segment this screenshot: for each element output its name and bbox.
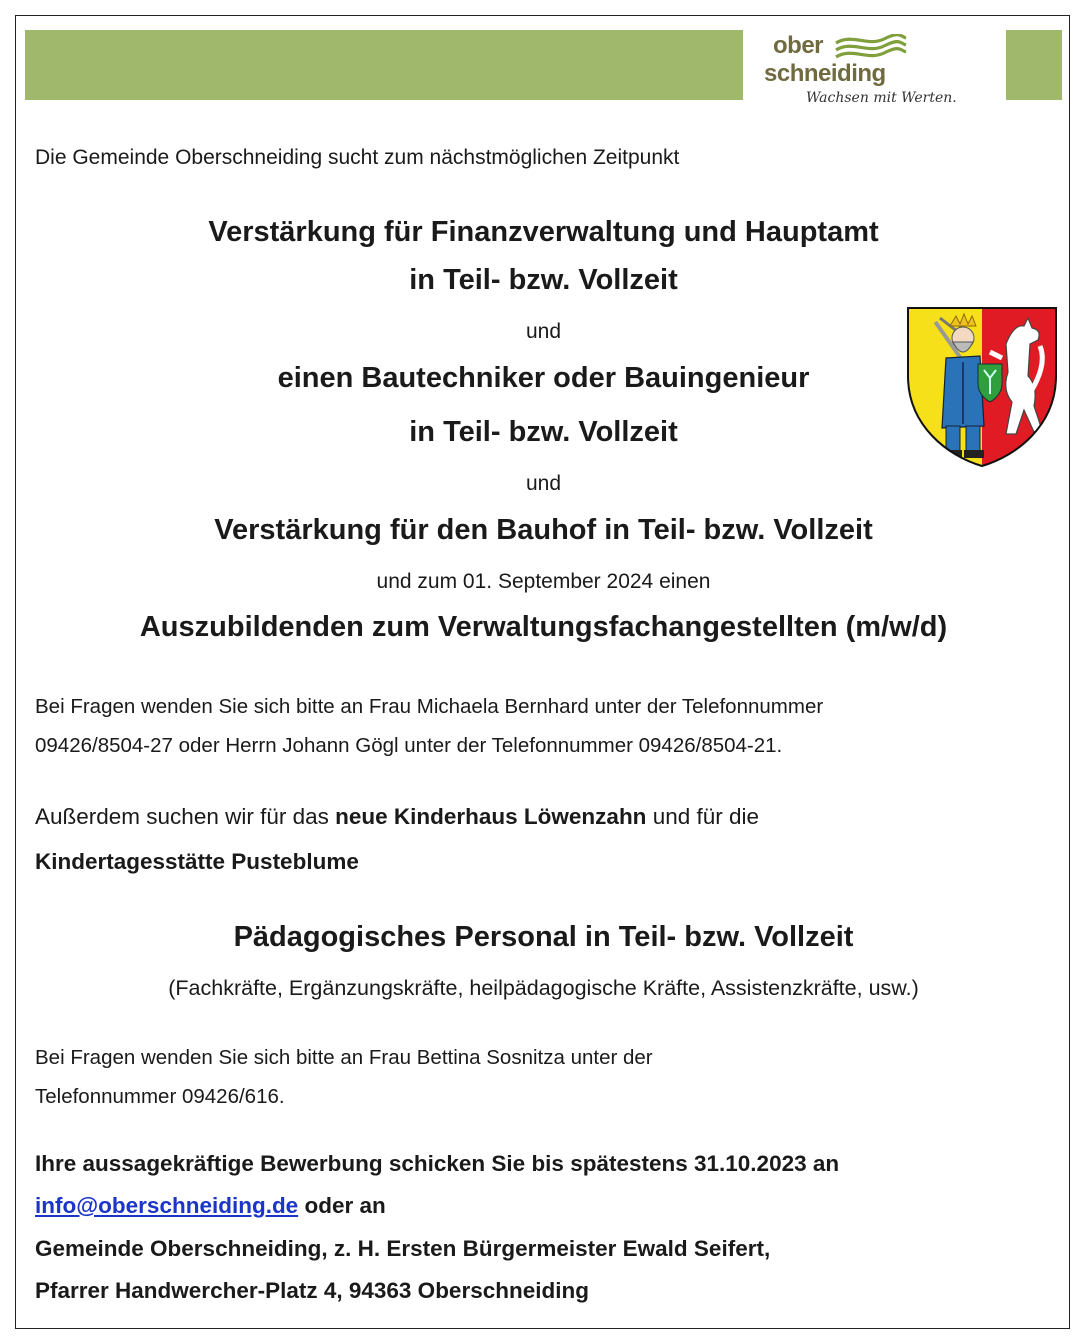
contact2-line1: Bei Fragen wenden Sie sich bitte an Frau Bettina Sosnitza unter der	[35, 1046, 653, 1069]
position-finance-title: Verstärkung für Finanzverwaltung und Hauptamt	[208, 216, 879, 248]
position-finance-subtitle: in Teil- bzw. Vollzeit	[409, 264, 678, 296]
position-trainee-title: Auszubildenden zum Verwaltungsfachangestellten (m/w/d)	[139, 611, 948, 643]
contact1-line1: Bei Fragen wenden Sie sich bitte an Frau Michaela Bernhard unter der Telefonnummer	[35, 695, 824, 718]
logo-word-ober: ober	[773, 32, 824, 59]
position-engineer-subtitle: in Teil- bzw. Vollzeit	[409, 416, 678, 448]
header-bar	[25, 30, 743, 100]
application-address: Pfarrer Handwercher-Platz 4, 94363 Oberschneiding	[35, 1278, 589, 1303]
kinder-suffix: und für die	[652, 804, 760, 829]
logo-word-schneiding: schneiding	[764, 60, 886, 87]
municipality-logo	[762, 30, 1002, 112]
connector-und-1: und	[525, 320, 562, 343]
logo-slogan: Wachsen mit Werten.	[806, 90, 957, 106]
page-border	[15, 15, 1070, 1329]
intro-text: Die Gemeinde Oberschneiding sucht zum nächstmöglichen Zeitpunkt	[35, 146, 680, 169]
position-engineer-title: einen Bautechniker oder Bauingenieur	[277, 362, 810, 394]
kinder-line1	[35, 797, 759, 836]
application-email-line	[35, 1193, 386, 1219]
email-suffix: oder an	[304, 1193, 386, 1218]
application-deadline: Ihre aussagekräftige Bewerbung schicken Sie bis spätestens 31.10.2023 an	[35, 1151, 840, 1176]
kinder-highlight-pusteblume: Kindertagesstätte Pusteblume	[35, 849, 359, 874]
application-recipient: Gemeinde Oberschneiding, z. H. Ersten Bürgermeister Ewald Seifert,	[35, 1236, 771, 1261]
paed-subtitle: (Fachkräfte, Ergänzungskräfte, heilpädagogische Kräfte, Assistenzkräfte, usw.)	[168, 976, 919, 1000]
coat-of-arms-icon	[906, 306, 1058, 468]
kinder-prefix: Außerdem suchen wir für das	[35, 804, 329, 829]
paed-title: Pädagogisches Personal in Teil- bzw. Vollzeit	[233, 921, 854, 953]
contact2-line2: Telefonnummer 09426/616.	[35, 1085, 285, 1108]
connector-und-2: und	[525, 472, 562, 495]
trainee-intro: und zum 01. September 2024 einen	[376, 570, 711, 593]
email-link[interactable]: info@oberschneiding.de	[35, 1193, 299, 1218]
contact1-line2: 09426/8504-27 oder Herrn Johann Gögl unter der Telefonnummer 09426/8504-21.	[35, 734, 783, 757]
position-bauhof-title: Verstärkung für den Bauhof in Teil- bzw. Vollzeit	[214, 514, 873, 546]
header-strip	[1006, 30, 1062, 100]
kinder-highlight-loewenzahn: neue Kinderhaus Löwenzahn	[335, 804, 647, 829]
